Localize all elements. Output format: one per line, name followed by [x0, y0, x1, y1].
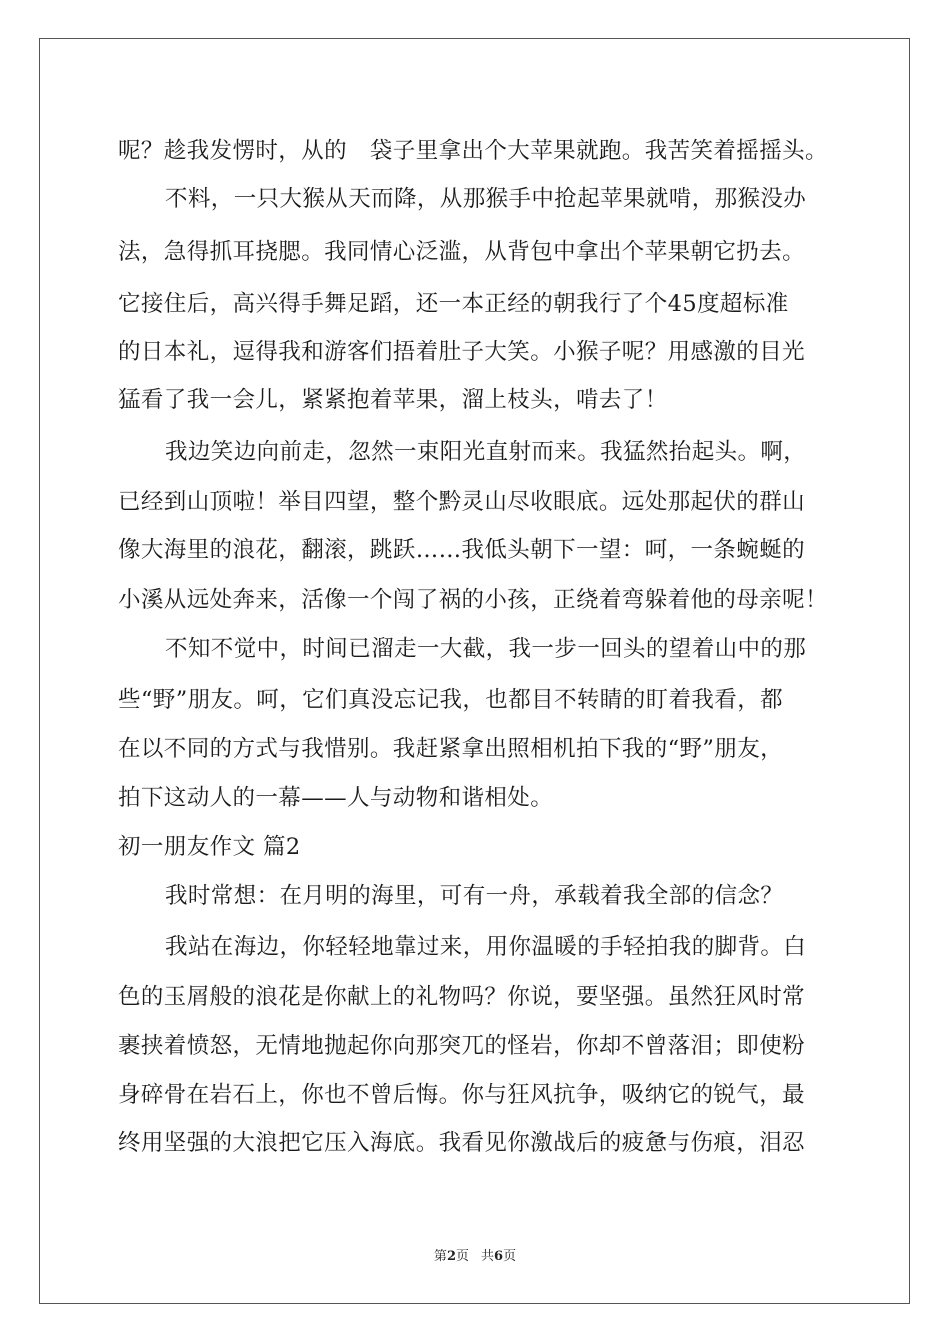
page-current-number: 2 — [446, 1249, 456, 1264]
page-prefix: 第 — [433, 1249, 447, 1264]
text-line: 身碎骨在岩石上，你也不曾后悔。你与狂风抗争，吸纳它的锐气，最 — [118, 1082, 806, 1108]
text-line: 呢？趁我发愣时，从的 袋子里拿出个大苹果就跑。我苦笑着摇摇头。 — [118, 138, 828, 164]
text-line: 法，急得抓耳挠腮。我同情心泛滥，从背包中拿出个苹果朝它扔去。 — [118, 239, 806, 265]
total-unit: 页 — [503, 1249, 517, 1264]
text-line: 已经到山顶啦！举目四望，整个黔灵山尽收眼底。远处那起伏的群山 — [118, 489, 806, 515]
text-line: 像大海里的浪花，翻滚，跳跃……我低头朝下一望：呵，一条蜿蜒的 — [118, 537, 806, 563]
text-line: 色的玉屑般的浪花是你献上的礼物吗？你说，要坚强。虽然狂风时常 — [118, 984, 806, 1010]
text-line: 的日本礼，逗得我和游客们捂着肚子大笑。小猴子呢？用感激的目光 — [118, 339, 806, 365]
text-line: 小溪从远处奔来，活像一个闯了祸的小孩，正绕着弯躲着他的母亲呢！ — [118, 587, 828, 613]
paragraph-start: 我时常想：在月明的海里，可有一舟，承载着我全部的信念？ — [165, 883, 784, 909]
text-line: 终用坚强的大浪把它压入海底。我看见你激战后的疲惫与伤痕，泪忍 — [118, 1130, 806, 1156]
paragraph-start: 不料，一只大猴从天而降，从那猴手中抢起苹果就啃，那猴没办 — [165, 186, 807, 212]
text-line: 些“野”朋友。呵，它们真没忘记我，也都目不转睛的盯着我看，都 — [118, 687, 784, 713]
page-unit: 页 — [455, 1249, 469, 1264]
page-total-number: 6 — [494, 1249, 504, 1264]
text-line: 它接住后，高兴得手舞足蹈，还一本正经的朝我行了个45度超标准 — [118, 291, 789, 317]
paragraph-start: 我边笑边向前走，忽然一束阳光直射而来。我猛然抬起头。啊， — [165, 439, 807, 465]
page-border — [39, 38, 910, 1304]
text-line: 猛看了我一会儿，紧紧抱着苹果，溜上枝头，啃去了！ — [118, 387, 668, 413]
text-line: 拍下这动人的一幕——人与动物和谐相处。 — [118, 785, 554, 811]
text-line: 裹挟着愤怒，无情地抛起你向那突兀的怪岩，你却不曾落泪；即使粉 — [118, 1033, 806, 1059]
section-heading: 初一朋友作文 篇2 — [118, 834, 301, 860]
paragraph-start: 不知不觉中，时间已溜走一大截，我一步一回头的望着山中的那 — [165, 636, 807, 662]
page-footer — [0, 1248, 950, 1266]
total-prefix: 共 — [481, 1249, 495, 1264]
paragraph-start: 我站在海边，你轻轻地靠过来，用你温暖的手轻拍我的脚背。白 — [165, 934, 807, 960]
text-line: 在以不同的方式与我惜别。我赶紧拿出照相机拍下我的“野”朋友， — [118, 736, 784, 762]
